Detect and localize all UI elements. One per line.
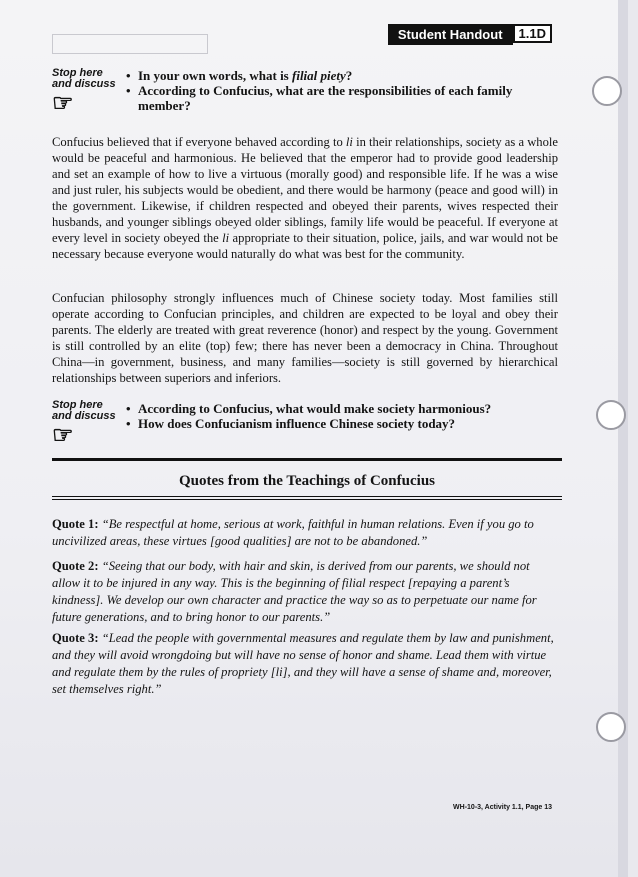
question-item: • How does Confucianism influence Chinese society today? — [126, 416, 546, 431]
quote-2 — [52, 558, 560, 626]
handout-label: Student Handout — [388, 24, 513, 45]
stop-line2: and discuss — [52, 410, 116, 422]
paragraph-1-text: Confucius believed that if everyone behaved according to li in their relationships, society as a whole would be peaceful and harmonious. He believed that the emperor had to provide good leadership and set an example of how to live a virtuous (morally good) and responsible life. If he was a wise and just ruler, his subjects would be obedient, and there would be harmony (peace and good will) in the government. Likewise, if children respected and obeyed their parents, wives respected their husbands, and younger siblings obeyed older siblings, family life would be peaceful. If everyone at every level in society obeyed the li appropriate to their situation, police, jails, and war would not be necessary because everyone would naturally do what was best for the community. — [52, 135, 558, 261]
pointing-hand-icon: ☞ — [52, 90, 74, 117]
stop-line1: Stop here — [52, 67, 103, 79]
quote-text: “Seeing that our body, with hair and skin, is derived from our parents, we should not allow it to be injured in any way. This is the beginning of filial respect [repaying a parent’s kindness]. We develop our own character and practice the way so as to perpetuate our name for future generations, and to bring honor to our parents.” — [52, 559, 537, 624]
stop-line2: and discuss — [52, 78, 116, 90]
section-rule-bottom-2 — [52, 499, 562, 500]
discussion-questions-2 — [126, 401, 546, 431]
question-item: • According to Confucius, what would make society harmonious? — [126, 401, 546, 416]
question-item: • According to Confucius, what are the responsibilities of each family member? — [126, 83, 546, 113]
bleed-through-tab — [52, 34, 208, 54]
quote-label: Quote 3: — [52, 631, 99, 645]
quotes-section-title: Quotes from the Teachings of Confucius — [179, 473, 435, 489]
filial-piety-term: filial piety — [292, 68, 346, 83]
binder-hole-middle — [596, 400, 626, 430]
binder-hole-top — [592, 76, 622, 106]
question-item: • In your own words, what is filial piety? — [126, 68, 546, 83]
section-rule-bottom-1 — [52, 496, 562, 497]
student-handout-tab — [388, 24, 552, 45]
stop-line1: Stop here — [52, 399, 103, 411]
page-footer: WH-10-3, Activity 1.1, Page 13 — [453, 804, 552, 811]
binder-hole-bottom — [596, 712, 626, 742]
pointing-hand-icon: ☞ — [52, 422, 74, 449]
stop-discuss-label-1 — [52, 68, 116, 116]
stop-discuss-label-2 — [52, 400, 116, 448]
handout-number: 1.1D — [513, 24, 552, 43]
quote-3 — [52, 630, 560, 698]
quote-text: “Be respectful at home, serious at work, faithful in human relations. Even if you go to uncivilized areas, these virtues [good qualities] are not to be abandoned.” — [52, 517, 534, 548]
paragraph-1 — [52, 134, 558, 262]
quote-text: “Lead the people with governmental measures and regulate them by law and punishment, and they will avoid wrongdoing but will have no sense of honor and shame. Lead them with virtue and regulate them by the rules of propriety [li], and they will have a sense of shame and, moreover, set themselves right.” — [52, 631, 554, 696]
discussion-questions-1 — [126, 68, 546, 113]
quote-label: Quote 2: — [52, 559, 99, 573]
quote-1 — [52, 516, 560, 550]
page-edge — [618, 0, 628, 877]
paragraph-2: Confucian philosophy strongly influences much of Chinese society today. Most families still operate according to Confucian principles, and children are expected to be loyal and obey their parents. The elderly are treated with great reverence (honor) and respect by the young. Government is still controlled by an elite (top) few; there has never been a democracy in China. Throughout China—in government, business, and many families—society is still governed by hierarchical relationships between superiors and inferiors. — [52, 291, 558, 385]
quote-label: Quote 1: — [52, 517, 99, 531]
section-rule-top — [52, 458, 562, 461]
